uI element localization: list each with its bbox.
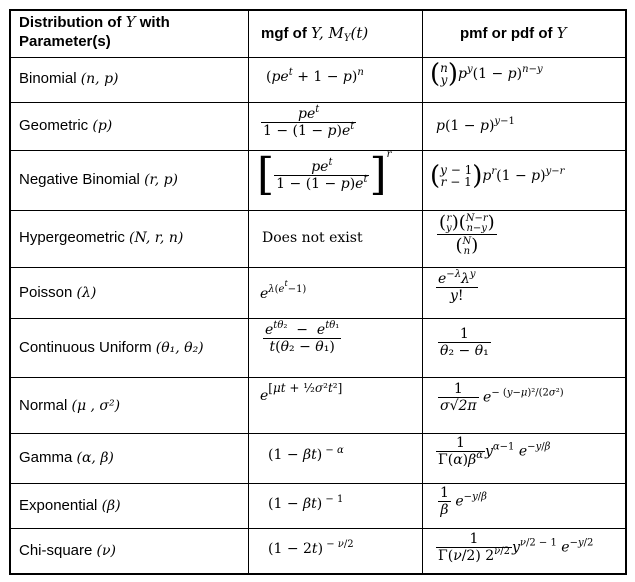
- row-divider: [11, 150, 625, 151]
- dist-normal: Normal (μ , σ²): [19, 397, 121, 414]
- pdf-normal: $\frac{1}{\sigma√2\pi}$ $e^{- (y-\mu)^2/(2\sigma^2)}$: [440, 381, 564, 414]
- mgf-continuous-uniform: $\frac{e^{t\theta_2} - e^{t\theta_1}}{\text{t(θ₂ − θ₁)}}$: [265, 320, 340, 355]
- column-divider: [422, 11, 423, 573]
- pdf-continuous-uniform: $\frac{1}{\text{θ₂ − θ₁}}$: [440, 326, 489, 359]
- dist-negative-binomial: Negative Binomial (r, p): [19, 171, 179, 188]
- dist-geometric: Geometric (p): [19, 117, 113, 134]
- dist-binomial: Binomial (n, p): [19, 70, 119, 87]
- dist-hypergeometric: Hypergeometric (N, r, n): [19, 229, 184, 246]
- mgf-poisson: $e^{\lambda(e^t-1)}$: [260, 279, 307, 302]
- mgf-chi-square: (1 − 2t) $^{- \nu/2}$: [268, 539, 354, 557]
- dist-gamma: Gamma (α, β): [19, 449, 114, 466]
- dist-poisson: Poisson (λ): [19, 284, 97, 301]
- mgf-negative-binomial: [ $\frac{pe^t}{1 - (1 - p)e^t}$ ]$^r$: [257, 149, 392, 200]
- distribution-table: [9, 9, 627, 575]
- row-divider: [11, 528, 625, 529]
- mgf-binomial: $(pe^t + 1 - p)^n$: [266, 67, 364, 85]
- pdf-binomial: (n $y)p^y(1 - p)^{n-y}$: [430, 59, 543, 89]
- pdf-chi-square: $\frac{1}{\Gamma(\nu/2) 2^{\nu/2}}$ $y^{\nu/2 - 1}$ $e^{-y/2}$: [438, 531, 594, 564]
- pdf-exponential: $\frac{1}{\beta}$ $e^{-y/\beta}$: [440, 485, 487, 518]
- column-divider: [248, 11, 249, 573]
- header-distribution: Distribution of Y with Parameter(s): [19, 13, 170, 50]
- mgf-exponential: (1 − βt) $^{- 1}$: [268, 494, 344, 512]
- mgf-gamma: (1 − βt) $^{- \alpha}$: [268, 445, 344, 463]
- row-divider: [11, 57, 625, 58]
- mgf-normal: e[μt + ½σ²t²]: [260, 381, 343, 404]
- mgf-hypergeometric: Does not exist: [262, 230, 363, 246]
- row-divider: [11, 267, 625, 268]
- row-divider: [11, 318, 625, 319]
- dist-exponential: Exponential (β): [19, 497, 121, 514]
- row-divider: [11, 102, 625, 103]
- pdf-poisson: $\frac{e^{-\lambda}\lambda^y}{y!}$: [438, 269, 476, 304]
- mgf-geometric: $\frac{pe^t}{1 - (1 - p)e^t}$: [263, 104, 355, 139]
- row-divider: [11, 433, 625, 434]
- pdf-hypergeometric: (r y)(N−r n−y) (N n): [439, 212, 495, 257]
- row-divider: [11, 210, 625, 211]
- row-divider: [11, 483, 625, 484]
- header-mgf: mgf of Y, $M_Y(t)$: [261, 24, 369, 44]
- header-pdf: pmf or pdf of Y: [460, 24, 567, 42]
- dist-continuous-uniform: Continuous Uniform (θ₁, θ₂): [19, 339, 204, 356]
- pdf-gamma: $\frac{1}{\Gamma(\alpha)\beta^\alpha}$ $y^{\alpha-1}$ $e^{-y/\beta}$: [438, 435, 551, 468]
- row-divider: [11, 377, 625, 378]
- pdf-negative-binomial: (y − 1 $r - 1)p^r(1 - p)^{y-r}$: [430, 161, 565, 191]
- dist-chi-square: Chi-square (ν): [19, 542, 116, 559]
- pdf-geometric: $p(1 - p)^{y-1}$: [436, 116, 515, 134]
